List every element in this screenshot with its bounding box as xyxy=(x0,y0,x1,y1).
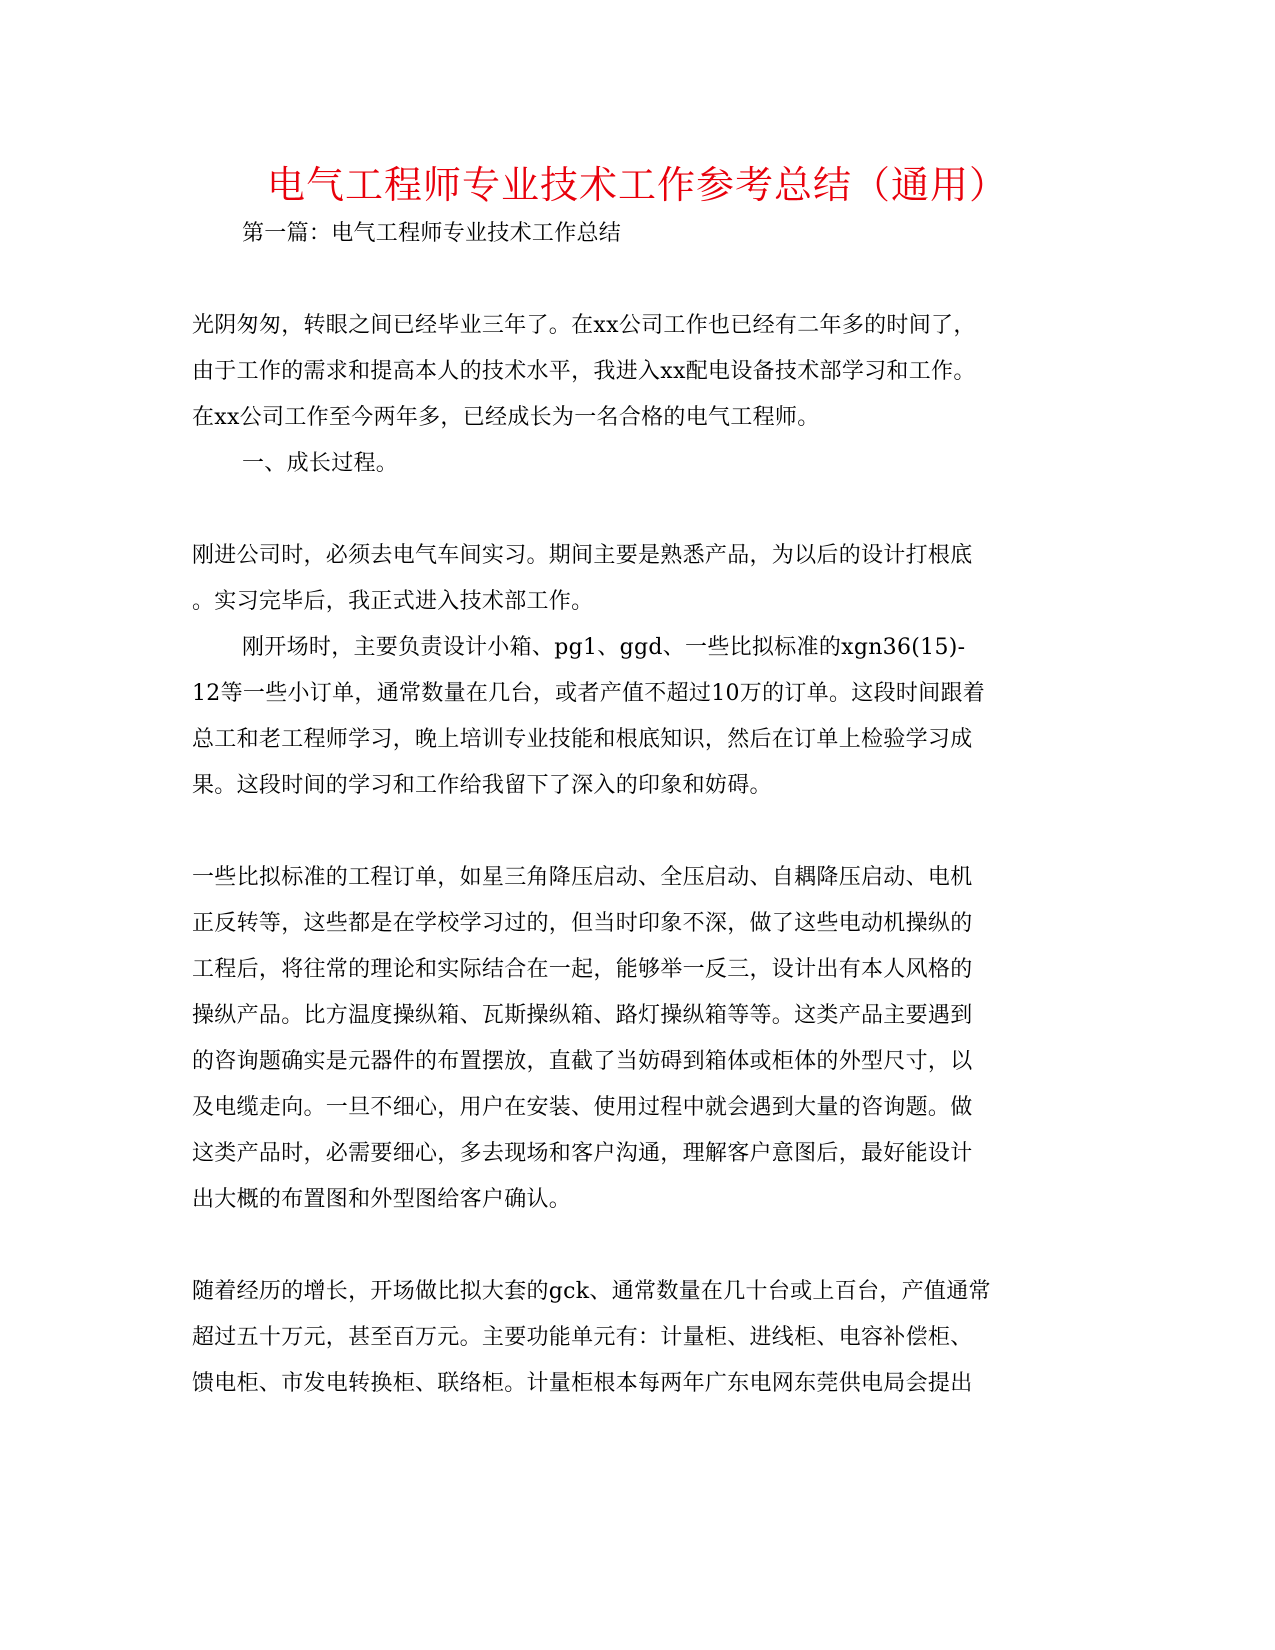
paragraph-line: 超过五十万元，甚至百万元。主要功能单元有：计量柜、进线柜、电容补偿柜、 xyxy=(192,1325,973,1350)
paragraph-line: 12等一些小订单，通常数量在几台，或者产值不超过10万的订单。这段时间跟着 xyxy=(192,681,986,706)
section-heading: 第一篇：电气工程师专业技术工作总结 xyxy=(242,221,622,246)
paragraph-line: 。实习完毕后，我正式进入技术部工作。 xyxy=(192,589,594,614)
paragraph-line: 一些比拟标准的工程订单，如星三角降压启动、全压启动、自耦降压启动、电机 xyxy=(192,865,973,890)
document-title: 电气工程师专业技术工作参考总结（通用） xyxy=(266,163,1008,207)
paragraph-line: 光阴匆匆，转眼之间已经毕业三年了。在xx公司工作也已经有二年多的时间了， xyxy=(192,313,976,338)
subsection-heading: 一、成长过程。 xyxy=(242,451,399,476)
paragraph-line: 随着经历的增长，开场做比拟大套的gck、通常数量在几十台或上百台，产值通常 xyxy=(192,1279,991,1304)
paragraph-line: 这类产品时，必需要细心，多去现场和客户沟通，理解客户意图后，最好能设计 xyxy=(192,1141,973,1166)
paragraph-line: 的咨询题确实是元器件的布置摆放，直截了当妨碍到箱体或柜体的外型尺寸，以 xyxy=(192,1049,973,1074)
paragraph-line: 工程后，将往常的理论和实际结合在一起，能够举一反三，设计出有本人风格的 xyxy=(192,957,973,982)
paragraph-line: 在xx公司工作至今两年多，已经成长为一名合格的电气工程师。 xyxy=(192,405,820,430)
paragraph-line: 刚开场时，主要负责设计小箱、pg1、ggd、一些比拟标准的xgn36(15)- xyxy=(242,635,966,660)
paragraph-line: 正反转等，这些都是在学校学习过的，但当时印象不深，做了这些电动机操纵的 xyxy=(192,911,973,936)
paragraph-line: 操纵产品。比方温度操纵箱、瓦斯操纵箱、路灯操纵箱等等。这类产品主要遇到 xyxy=(192,1003,973,1028)
paragraph-line: 果。这段时间的学习和工作给我留下了深入的印象和妨碍。 xyxy=(192,773,772,798)
paragraph-line: 总工和老工程师学习，晚上培训专业技能和根底知识，然后在订单上检验学习成 xyxy=(192,727,973,752)
paragraph-line: 馈电柜、市发电转换柜、联络柜。计量柜根本每两年广东电网东莞供电局会提出 xyxy=(192,1371,973,1396)
paragraph-line: 刚进公司时，必须去电气车间实习。期间主要是熟悉产品，为以后的设计打根底 xyxy=(192,543,973,568)
paragraph-line: 出大概的布置图和外型图给客户确认。 xyxy=(192,1187,572,1212)
paragraph-line: 及电缆走向。一旦不细心，用户在安装、使用过程中就会遇到大量的咨询题。做 xyxy=(192,1095,973,1120)
paragraph-line: 由于工作的需求和提高本人的技术水平，我进入xx配电设备技术部学习和工作。 xyxy=(192,359,976,384)
